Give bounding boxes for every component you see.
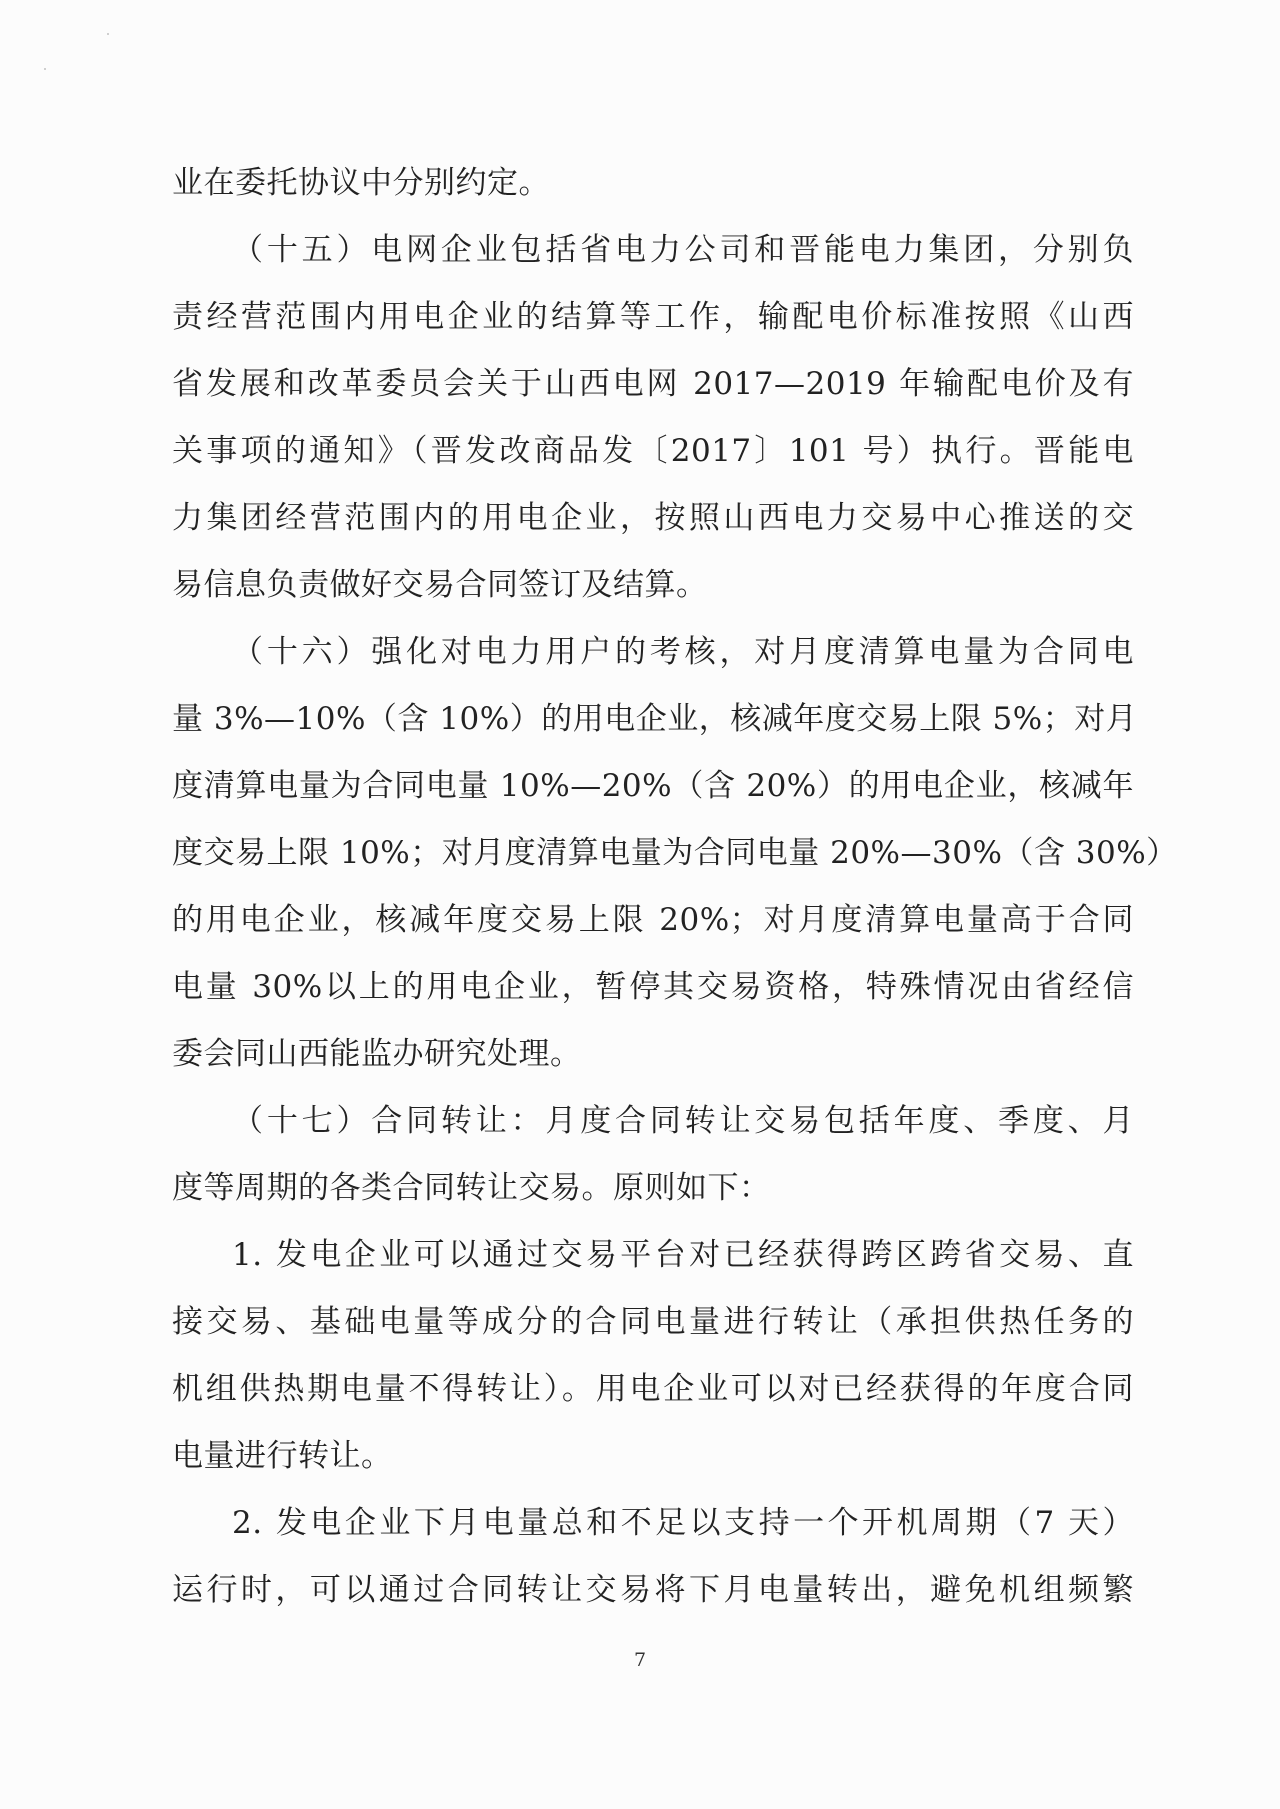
text-line: 2. 发电企业下月电量总和不足以支持一个开机周期（7 天） [232,1505,1134,1541]
document-body [172,150,1178,1624]
text-line: 度清算电量为合同电量 10%—20%（含 20%）的用电企业，核减年 [172,768,1134,804]
text-line: 1. 发电企业可以通过交易平台对已经获得跨区跨省交易、直 [232,1237,1134,1273]
text-line: 力集团经营范围内的用电企业，按照山西电力交易中心推送的交 [172,500,1134,536]
text-line: 的用电企业，核减年度交易上限 20%；对月度清算电量高于合同 [172,902,1134,938]
text-line: （十五）电网企业包括省电力公司和晋能电力集团，分别负 [232,232,1134,268]
text-line: 电量进行转让。 [172,1438,393,1474]
text-line: 运行时，可以通过合同转让交易将下月电量转出，避免机组频繁 [172,1572,1134,1608]
page-number: 7 [633,1649,647,1671]
text-line: 易信息负责做好交易合同签订及结算。 [172,567,708,603]
text-line: 度交易上限 10%；对月度清算电量为合同电量 20%—30%（含 30%） [172,835,1178,871]
scan-speck [44,68,46,70]
text-line: 电量 30%以上的用电企业，暂停其交易资格，特殊情况由省经信 [172,969,1134,1005]
text-line: 接交易、基础电量等成分的合同电量进行转让（承担供热任务的 [172,1304,1134,1340]
text-line: 关事项的通知》（晋发改商品发〔2017〕101 号）执行。晋能电 [172,433,1134,469]
text-line: 委会同山西能监办研究处理。 [172,1036,582,1072]
text-line: 度等周期的各类合同转让交易。原则如下： [172,1170,771,1206]
text-line: 机组供热期电量不得转让）。用电企业可以对已经获得的年度合同 [172,1371,1134,1407]
scan-speck [107,33,109,35]
text-line: 量 3%—10%（含 10%）的用电企业，核减年度交易上限 5%；对月 [172,701,1138,737]
text-line: 责经营范围内用电企业的结算等工作，输配电价标准按照《山西 [172,299,1134,335]
text-line: （十六）强化对电力用户的考核，对月度清算电量为合同电 [232,634,1134,670]
text-line: 省发展和改革委员会关于山西电网 2017—2019 年输配电价及有 [172,366,1134,402]
text-line: 业在委托协议中分别约定。 [172,165,550,201]
text-line: （十七）合同转让：月度合同转让交易包括年度、季度、月 [232,1103,1134,1139]
